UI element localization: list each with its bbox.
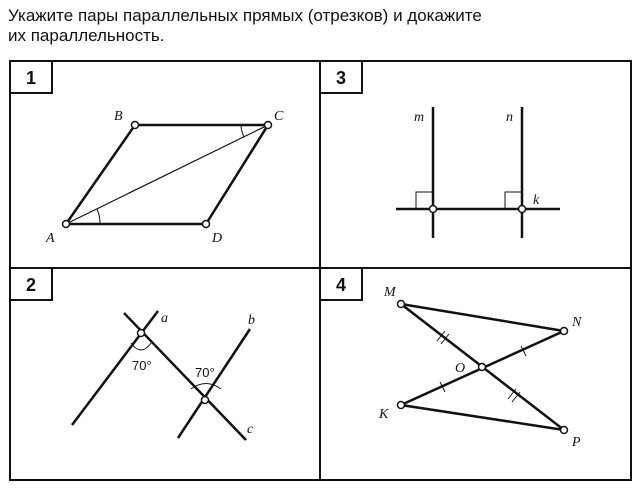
point-k [398,402,405,409]
panel-3-number: 3 [335,68,347,88]
point-p [561,427,568,434]
point-b-c [202,397,209,404]
label-k: k [533,193,540,208]
transversal-lines [72,311,250,440]
label-p-point: P [572,435,581,450]
point-m [398,301,405,308]
panel-4 [320,268,582,450]
panel-2 [10,268,255,440]
point-d [203,221,210,228]
task-line-2: их параллельность. [8,26,165,45]
point-b [132,122,139,129]
label-c: C [274,109,284,124]
segment-kp [401,405,564,430]
segment-mn [401,304,564,331]
label-m-point: M [384,285,396,300]
task-line-1: Укажите пары параллельных прямых (отрезков) и докажите [8,6,482,25]
label-o-point: O [455,361,466,376]
label-n: n [506,110,513,125]
panel-3 [320,61,560,238]
label-b: B [114,109,123,124]
point-a-c [138,330,145,337]
point-a [63,221,70,228]
label-d: D [212,231,223,246]
angle-label-2: 70° [195,365,215,380]
label-c-line: c [247,422,254,437]
label-a: A [46,231,55,246]
point-m-k [430,206,437,213]
panel-2-number: 2 [25,275,37,295]
line-b [178,329,250,438]
label-k-point: K [379,407,389,422]
point-o [479,364,486,371]
angle-arc-c [241,125,244,137]
label-a-line: a [161,311,168,326]
panel-4-number: 4 [335,275,347,295]
angle-label-1: 70° [132,358,152,373]
panel-1 [10,61,284,246]
point-n-k [519,206,526,213]
angle-arc-a [97,209,100,224]
point-n [561,328,568,335]
point-c [265,122,272,129]
label-n-point: N [572,315,582,330]
panel-1-number: 1 [25,68,37,88]
perpendicular-lines [396,107,560,238]
parallelogram-abcd [66,125,268,224]
segment-ab [66,125,135,224]
label-b-line: b [248,313,255,328]
label-m: m [414,110,425,125]
